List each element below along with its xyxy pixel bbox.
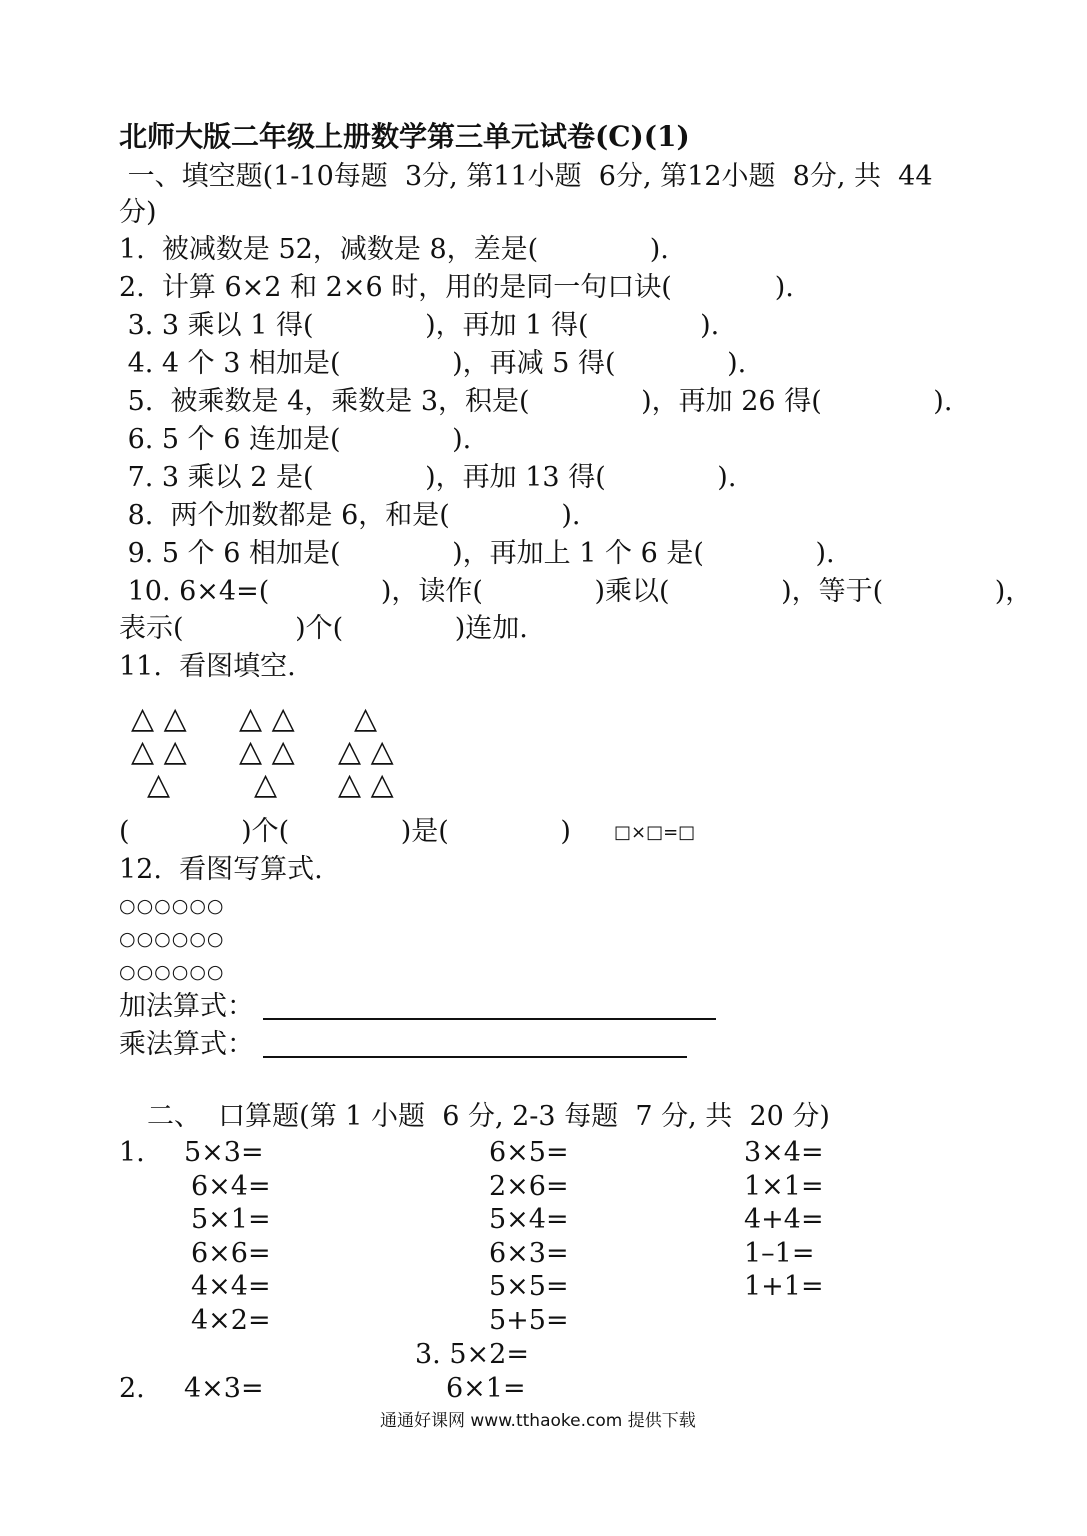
calc-item: 1×1=	[744, 1171, 824, 1202]
triangle-group-2-row-2: △ △	[239, 734, 295, 769]
question-3: 3. 3 乘以 1 得( )，再加 1 得( ).	[119, 310, 720, 341]
circle-row-2: ○○○○○○	[119, 928, 225, 950]
triangle-group-2-row-3: △	[254, 767, 278, 802]
addition-label: 加法算式：	[119, 991, 254, 1022]
question-12-label: 12. 看图写算式.	[119, 854, 323, 885]
footer-credit: 通通好课网 www.tthaoke.com 提供下载	[380, 1411, 696, 1431]
question-11-answer: ( )个( )是( )	[119, 816, 571, 847]
triangle-group-1-row-2: △ △	[131, 734, 187, 769]
triangle-group-3-row-3: △ △	[338, 767, 394, 802]
question-8: 8. 两个加数都是 6，和是( ).	[119, 500, 581, 531]
calc-item: 4×3=	[184, 1373, 264, 1404]
calc-item: 2×6=	[489, 1171, 569, 1202]
page-title: 北师大版二年级上册数学第三单元试卷(C)(1)	[119, 120, 690, 153]
section2-q3: 3. 5×2=	[415, 1339, 529, 1370]
question-11-formula: □×□=□	[614, 822, 696, 843]
calc-item: 5×3=	[184, 1137, 264, 1168]
calc-item: 1–1=	[744, 1238, 815, 1269]
question-9: 9. 5 个 6 相加是( )，再加上 1 个 6 是( ).	[119, 538, 835, 569]
calc-item: 1+1=	[744, 1271, 824, 1302]
calc-item: 6×3=	[489, 1238, 569, 1269]
question-7: 7. 3 乘以 2 是( )，再加 13 得( ).	[119, 462, 737, 493]
calc-item: 5×5=	[489, 1271, 569, 1302]
multiplication-label: 乘法算式：	[119, 1029, 254, 1060]
section2-q1-number: 1.	[119, 1137, 145, 1168]
circle-row-3: ○○○○○○	[119, 961, 225, 983]
calc-item: 4×2=	[191, 1305, 271, 1336]
section1-heading: 一、填空题(1-10每题 3分, 第11小题 6分, 第12小题 8分, 共 44	[119, 161, 933, 192]
section2-q2-number: 2.	[119, 1373, 145, 1404]
question-10-cont: 表示( )个( )连加.	[119, 613, 528, 644]
calc-item: 3×4=	[744, 1137, 824, 1168]
section2-heading: 二、 口算题(第 1 小题 6 分, 2-3 每题 7 分, 共 20 分)	[147, 1101, 830, 1132]
triangle-group-3-row-1: △	[354, 701, 378, 736]
calc-item: 6×5=	[489, 1137, 569, 1168]
question-5: 5. 被乘数是 4，乘数是 3，积是( )，再加 26 得( ).	[119, 386, 953, 417]
question-6: 6. 5 个 6 连加是( ).	[119, 424, 472, 455]
question-4: 4. 4 个 3 相加是( )，再减 5 得( ).	[119, 348, 747, 379]
triangle-group-1-row-3: △	[147, 767, 171, 802]
calc-item: 6×4=	[191, 1171, 271, 1202]
triangle-group-3-row-2: △ △	[338, 734, 394, 769]
addition-answer-line	[263, 1018, 716, 1020]
triangle-group-2-row-1: △ △	[239, 701, 295, 736]
triangle-group-1-row-1: △ △	[131, 701, 187, 736]
calc-item: 5+5=	[489, 1305, 569, 1336]
calc-item: 6×6=	[191, 1238, 271, 1269]
multiplication-answer-line	[263, 1056, 687, 1058]
calc-item: 4+4=	[744, 1204, 824, 1235]
section1-heading-cont: 分)	[119, 197, 157, 228]
calc-item: 5×4=	[489, 1204, 569, 1235]
circle-row-1: ○○○○○○	[119, 895, 225, 917]
question-10: 10. 6×4=( )，读作( )乘以( )，等于( )，	[119, 576, 1033, 607]
question-2: 2. 计算 6×2 和 2×6 时，用的是同一句口诀( ).	[119, 272, 794, 303]
question-1: 1. 被减数是 52，减数是 8，差是( ).	[119, 234, 669, 265]
calc-item: 5×1=	[191, 1204, 271, 1235]
question-11-label: 11. 看图填空.	[119, 651, 296, 682]
calc-item: 6×1=	[446, 1373, 526, 1404]
calc-item: 4×4=	[191, 1271, 271, 1302]
